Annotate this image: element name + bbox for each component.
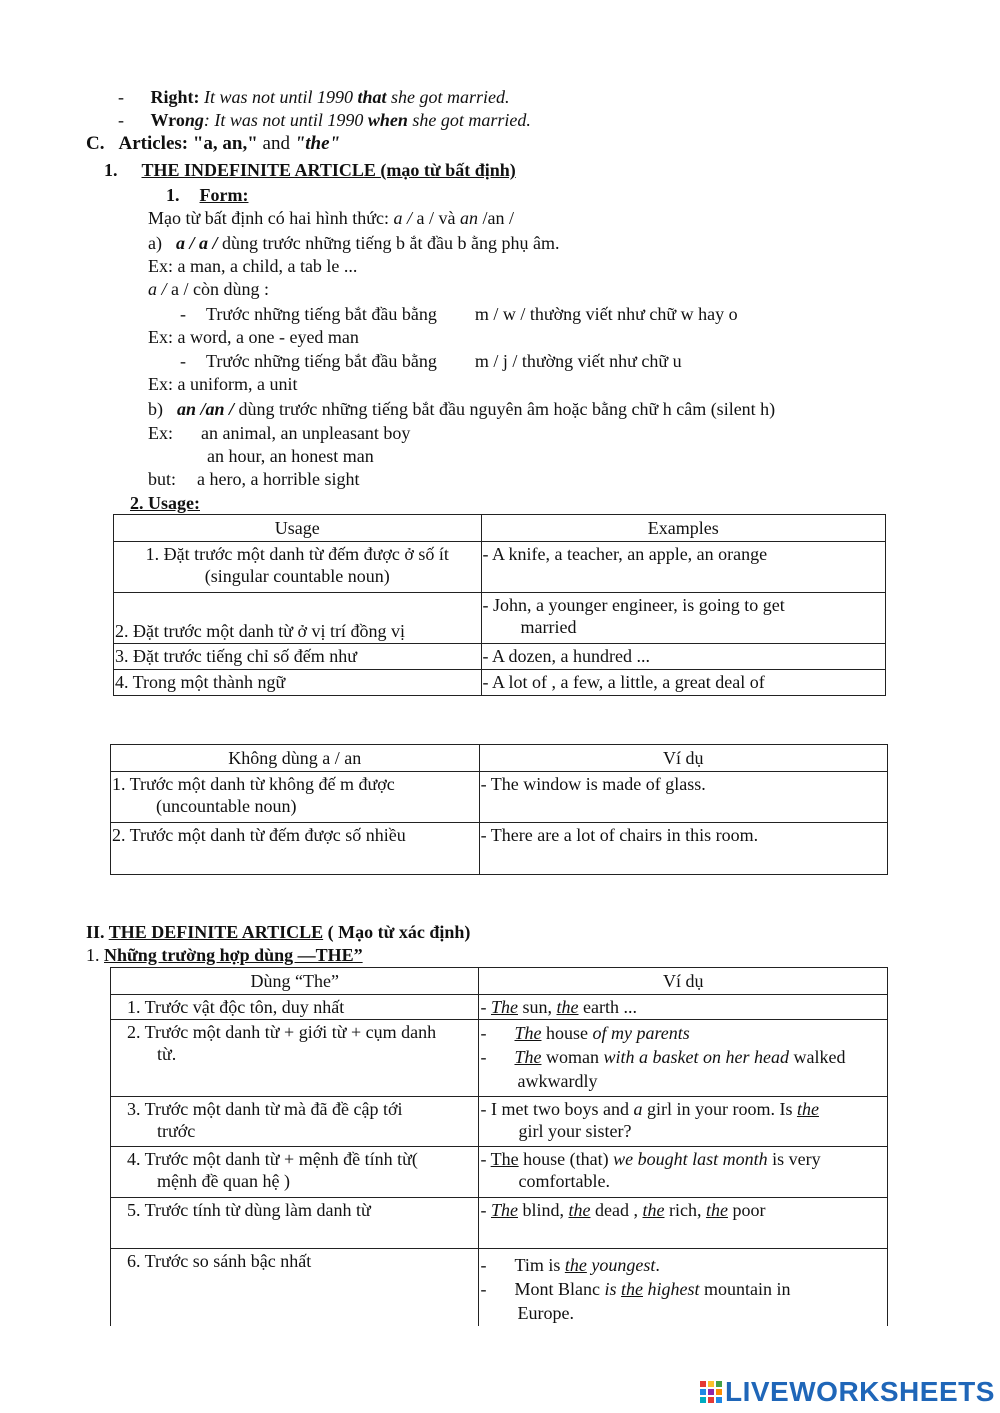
- rule-a-also: a / a / còn dùng :: [148, 279, 269, 299]
- table-row: 1. Trước vật độc tôn, duy nhất - The sun, the earth ...: [111, 995, 888, 1020]
- rule-b: b) an /an / dùng trước những tiếng bắt đầu nguyên âm hoặc bằng chữ h câm (silent h): [148, 399, 776, 419]
- right-example-line: - Right: It was not until 1990 that she got married.: [118, 87, 510, 107]
- table-row: 3. Trước một danh từ mà đã đề cập tới trước - I met two boys and a girl in your room. Is the girl your sister?: [111, 1097, 888, 1147]
- table-row: 6. Trước so sánh bậc nhất - Tim is the youngest. - Mont Blanc is the highest mountain in Europe.: [111, 1249, 888, 1327]
- example-an-h: an hour, an honest man: [207, 446, 374, 466]
- wrong-example-line: - Wrong: It was not until 1990 when she got married.: [118, 110, 531, 130]
- logo-text: LIVEWORKSHEETS: [725, 1376, 995, 1407]
- table-row: 1. Đặt trước một danh từ đếm được ở số ít (singular countable noun) - A knife, a teacher, an apple, an orange: [114, 542, 886, 593]
- usage-heading: 2. Usage:: [130, 493, 200, 513]
- example-an: Ex: an animal, an unpleasant boy: [148, 423, 411, 443]
- table-header-row: [114, 515, 886, 542]
- bullet-w-sound: - Trước những tiếng bắt đầu bằng m / w / thường viết như chữ w hay o: [180, 304, 738, 324]
- table-header-row: [111, 968, 888, 995]
- column-header: Không dùng a / an: [111, 745, 480, 772]
- bullet-j-sound: - Trước những tiếng bắt đầu bằng m / j / thường viết như chữ u: [180, 351, 682, 371]
- the-usage-table: [110, 967, 888, 1326]
- table-row: 4. Trước một danh từ + mệnh đề tính từ( mệnh đề quan hệ ) - The house (that) we bought last month is very comfortable.: [111, 1147, 888, 1198]
- table-row: 1. Trước một danh từ không đế m được (uncountable noun) - The window is made of glass.: [111, 772, 888, 823]
- column-header: Ví dụ: [479, 968, 888, 995]
- rule-a: a) a / a / dùng trước những tiếng b ắt đầu b ằng phụ âm.: [148, 233, 560, 253]
- column-header: Usage: [114, 515, 482, 542]
- example-j-sound: Ex: a uniform, a unit: [148, 374, 298, 394]
- example-but: but: a hero, a horrible sight: [148, 469, 360, 489]
- liveworksheets-logo: [700, 1376, 995, 1408]
- form-description: Mạo từ bất định có hai hình thức: a / a / và an /an /: [148, 208, 514, 228]
- indefinite-heading: 1. THE INDEFINITE ARTICLE (mạo từ bất định): [104, 160, 516, 180]
- example-a-consonant: Ex: a man, a child, a tab le ...: [148, 256, 358, 276]
- table-row: 2. Trước một danh từ đếm được số nhiều - There are a lot of chairs in this room.: [111, 823, 888, 875]
- table-row: 3. Đặt trước tiếng chỉ số đếm như - A dozen, a hundred ...: [114, 644, 886, 670]
- table-row: 2. Trước một danh từ + giới từ + cụm danh từ. - The house of my parents - The woman with a basket on her head walked awkwardly: [111, 1020, 888, 1097]
- table-row: 5. Trước tính từ dùng làm danh từ - The blind, the dead , the rich, the poor: [111, 1198, 888, 1249]
- definite-heading: II. THE DEFINITE ARTICLE ( Mạo từ xác định): [86, 922, 471, 942]
- logo-icon: [700, 1381, 722, 1403]
- table-row: 2. Đặt trước một danh từ ở vị trí đồng vị - John, a younger engineer, is going to get married: [114, 593, 886, 644]
- column-header: Dùng “The”: [111, 968, 479, 995]
- wrong-label: Wro: [150, 110, 185, 130]
- no-article-table: [110, 744, 888, 875]
- form-heading: 1. Form:: [166, 185, 249, 205]
- column-header: Examples: [481, 515, 886, 542]
- column-header: Ví dụ: [479, 745, 887, 772]
- section-c-heading: C. Articles: "a, an," and "the": [86, 133, 341, 154]
- usage-table: [113, 514, 886, 696]
- table-row: 4. Trong một thành ngữ - A lot of , a few, a little, a great deal of: [114, 670, 886, 696]
- definite-subheading: 1. Những trường hợp dùng —THE”: [86, 945, 363, 965]
- example-w-sound: Ex: a word, a one - eyed man: [148, 327, 359, 347]
- table-header-row: [111, 745, 888, 772]
- right-label: Right:: [150, 87, 200, 107]
